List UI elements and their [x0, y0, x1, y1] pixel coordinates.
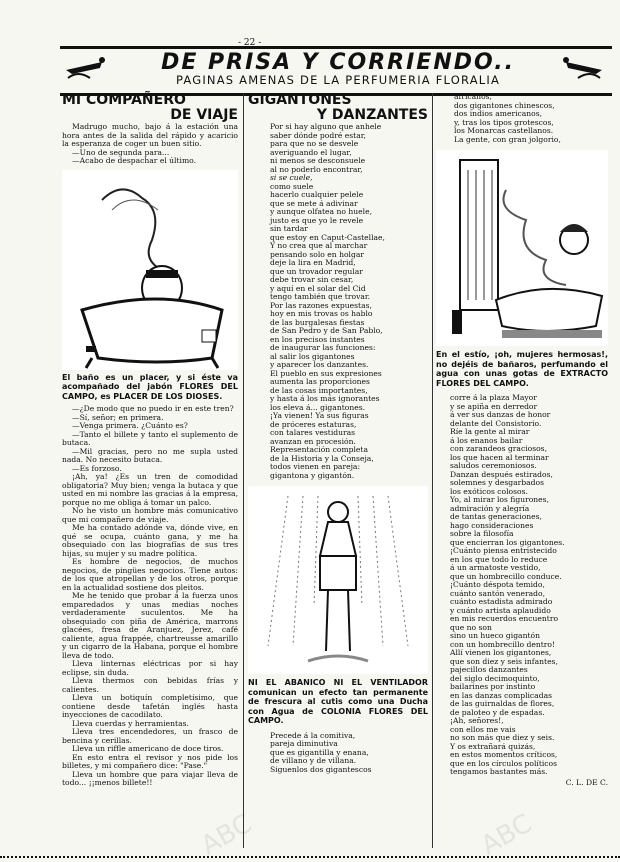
banner-ornament-right	[562, 48, 606, 88]
poem-line: sobre la filosofía	[450, 529, 514, 538]
article-gigantones	[248, 93, 428, 774]
poem-line: justo es que yo le revele	[270, 215, 364, 225]
poem-line: pareja diminutiva	[270, 739, 338, 748]
ad-caption: El baño es un placer, y si éste va acompañado del jabón FLORES DEL CAMPO, es PLACER DE LOS DIOSES.	[62, 372, 238, 401]
poem-line: Siguenlos dos gigantescos	[270, 764, 372, 774]
poem-line: aumenta las proporciones	[270, 377, 370, 386]
poem-line: que un hombrecillo conduce.	[450, 571, 562, 581]
paragraph: Lleva cuerdas y herramientas.	[72, 718, 189, 728]
poem-line: dos indios americanos,	[454, 109, 543, 118]
poem-line: y aparecer los danzantes.	[270, 360, 369, 369]
poem-line: hoy en mis trovas os hablo	[270, 309, 373, 318]
poem-line: Y no crea que al marchar	[270, 241, 368, 250]
article-title-line1: GIGANTONES	[248, 92, 352, 108]
poem-line: de próceres estaturas,	[270, 419, 357, 429]
poem-line: en los precisos instantes	[270, 334, 365, 344]
poem-line: averiguando el lugar,	[270, 147, 352, 157]
paragraph: Lleva un hombre que para viajar lleva de todo... ¡¡menos billete!!	[62, 769, 238, 787]
bath-illustration	[62, 170, 238, 370]
article-mi-companero	[62, 93, 238, 788]
poem-line: ¡Ya vienen! Ya sus figuras	[270, 411, 369, 420]
poem-line: saludos ceremoniosos.	[450, 461, 537, 470]
bathing-woman-illustration	[436, 150, 608, 346]
poem-line: con talares vestiduras	[270, 428, 356, 437]
poem-line: ¡Cuánto déspota temido,	[450, 580, 545, 589]
article-gigantones-continued	[436, 93, 608, 787]
shower-illustration	[248, 486, 428, 674]
poem-line: á un armatoste vestido,	[450, 563, 541, 572]
poem-line: que en los círculos políticos	[450, 758, 558, 768]
paragraph: Lleva linternas eléctricas por si hay eclipse, sin duda.	[62, 659, 238, 677]
poem-line: á los enanos bailar	[450, 435, 523, 445]
poem-line: debe trovar sin cesar,	[270, 275, 354, 284]
poem-line: Precede á la comitiva,	[270, 730, 356, 740]
poem-line: para que no se desvele	[270, 139, 359, 148]
page-number: - 22 -	[238, 38, 262, 48]
column-divider	[243, 93, 244, 848]
poem-line: Yo, al mirar los figurones,	[450, 495, 549, 504]
poem-line: como suele	[270, 181, 314, 191]
poem-line: en las danzas complicadas	[450, 690, 552, 700]
poem-line: pajecillos danzantes	[450, 665, 528, 674]
paragraph: Lleva un botiquín completísimo, que contiene desde tafetán inglés hasta inyecciones de cacodilato.	[62, 693, 238, 719]
poem-line: y hasta á los más ignorantes	[270, 394, 380, 403]
article-title-line2: Y DANZANTES	[316, 107, 428, 123]
poem-line: corre á la plaza Mayor	[450, 393, 537, 402]
paragraph: Madrugo mucho, bajo á la estación una hora antes de la salida del rápido y acaricio la esperanza de coger un buen sitio.	[62, 122, 238, 148]
poem-line: Representación completa	[270, 445, 369, 454]
paragraph: En esto entra el revisor y nos pide los billetes, y mi compañero dice: "Pase."	[62, 752, 238, 770]
paragraph: —Acabo de despachar el último.	[72, 156, 197, 165]
poem-line: que no son	[450, 622, 492, 632]
poem-line: los eleva á... gigantones.	[270, 402, 366, 412]
paragraph: —Es forzoso.	[72, 463, 122, 473]
poem-line: y se apiña en derredor	[450, 401, 538, 411]
paragraph: Me ha contado adónde va, dónde vive, en qué se ocupa, cuánto gana, y me ha obsequiado con las biografías de sus tres hijas, su mujer y su madre política.	[62, 523, 238, 558]
poem-line: pensando solo en holgar	[270, 249, 364, 259]
poem-line: y aunque olfatea no huele,	[270, 207, 372, 216]
poem-line: en mis recuerdos encuentro	[450, 614, 559, 623]
poem-line: que estoy en Caput-Castellae,	[270, 232, 385, 242]
poem-line: que encierran los gigantones.	[450, 537, 565, 547]
paragraph: —Tanto el billete y tanto el suplemento de butaca.	[62, 429, 238, 447]
paragraph: —Sí, señor; en primera.	[72, 412, 164, 422]
poem-line: los exóticos colosos.	[450, 486, 528, 496]
poem-line: tengamos bastantes más.	[450, 767, 548, 776]
poem-line: de paloteo y de espadas.	[450, 707, 545, 717]
poem-line: con zarandeos graciosos,	[450, 444, 547, 453]
poem-line: africanos,	[454, 92, 492, 101]
paragraph: —Uno de segunda para...	[72, 147, 170, 157]
poem-line: Danzan después estirados,	[450, 469, 553, 479]
ad-caption: En el estío, ¡oh, mujeres hermosas!, no dejéis de bañaros, perfumando el agua con unas gotas de EXTRACTO FLORES DEL CAMPO.	[436, 350, 608, 388]
poem-line: Allí vienen los gigantones,	[450, 648, 552, 657]
author-signature: C. L. DE C.	[565, 777, 608, 787]
poem-line: saber dónde podré estar,	[270, 130, 366, 140]
poem	[248, 123, 428, 480]
poem	[436, 394, 608, 777]
poem-top	[436, 93, 608, 144]
poem-line: de las guirnaldas de flores,	[450, 699, 555, 708]
bottom-border	[0, 856, 620, 862]
poem-line: con ellos me vais	[450, 724, 516, 734]
article-title-line1: MI COMPAÑERO	[62, 92, 186, 108]
poem-continued	[248, 732, 428, 775]
poem-line: de las burgalesas fiestas	[270, 317, 365, 327]
poem-line: deje la lira en Madrid,	[270, 258, 356, 267]
ad-caption: NI EL ABANICO NI EL VENTILADOR comunican un efecto tan permanente de frescura al cutis como una Ducha con Agua de COLONIA FLORES DEL CAMPO.	[248, 678, 428, 725]
poem-line: y, tras los tipos grotescos,	[454, 117, 554, 127]
poem-line: ni menos se desconsuele	[270, 156, 366, 165]
poem-line: solemnes y desgarbados	[450, 478, 544, 487]
poem-line: á ver sus danzas de honor	[450, 410, 551, 419]
paragraph: Lleva un riffle americano de doce tiros.	[72, 744, 224, 753]
watermark: ABC	[476, 808, 538, 862]
poem-line: los que hacen al terminar	[450, 452, 549, 462]
watermark: ABC	[196, 808, 258, 862]
poem-line: avanzan en procesión.	[270, 436, 356, 446]
poem-line: hago consideraciones	[450, 520, 534, 530]
poem-line: en los que todo lo reduce	[450, 554, 548, 564]
poem-line: tengo también que trovar.	[270, 292, 371, 301]
poem-line: todos vienen en pareja:	[270, 462, 361, 471]
poem-line: con un hombrecillo dentro!	[450, 639, 556, 649]
poem-line: si se cuele,	[270, 173, 313, 182]
section-banner	[60, 46, 612, 96]
poem-line: Ríe la gente al mirar	[450, 427, 530, 436]
poem-line: de la Historia y la Conseja,	[270, 453, 374, 463]
paragraph: Es hombre de negocios, de muchos negocios, de pingües negocios. Tiene autos: de los que atropellan y de los otros, porque en la actualidad sostiene dos pleitos.	[62, 557, 238, 592]
paragraph: —Mil gracias, pero no me supla usted nada. No necesito butaca.	[62, 446, 238, 464]
banner-subtitle: PAGINAS AMENAS DE LA PERFUMERIA FLORALIA	[175, 73, 501, 87]
poem-line: delante del Consistorio.	[450, 418, 542, 428]
poem-line: que un trovador regular	[270, 266, 363, 276]
poem-line: al salir los gigantones	[270, 351, 355, 361]
poem-line: del siglo decimoquinto,	[450, 673, 540, 683]
poem-line: admiración y alegría	[450, 503, 530, 513]
paragraph: ¡Ah, ya! ¿Es un tren de comodidad obligatoria? Muy bien; venga la butaca y que usted en mi nombre las gracias á la empresa, porque no me obliga á tomar un palco.	[62, 472, 238, 507]
poem-line: al no poderlo encontrar,	[270, 164, 363, 174]
poem-line: ¡Cuánto piensa entristecido	[450, 546, 557, 555]
column-divider	[432, 93, 433, 848]
paragraph: No he visto un hombre más comunicativo que mi compañero de viaje.	[62, 506, 238, 524]
paragraph: Me he tenido que probar á la fuerza unos emparedados y unas medias noches verdaderamente suculentos. Me ha obsequiado con piña de América, marrons glacées, fresa de Aranjuez, Jerez, café caliente, agua frappée, chartreusse amarillo y un cigarro de la Habana, porque el hombre lleva de todo.	[62, 591, 238, 660]
poem-line: dos gigantones chinescos,	[454, 100, 555, 110]
poem-line: de inaugurar las funciones:	[270, 343, 376, 352]
paragraph: —Venga primera. ¿Cuánto es?	[72, 421, 188, 430]
poem-line: que son diez y seis infantes,	[450, 656, 558, 666]
article-title-line2: DE VIAJE	[170, 107, 238, 123]
poem-line: cuánto estadista admirado	[450, 597, 553, 606]
poem-line: no son más que diez y seis.	[450, 733, 555, 742]
poem-line: La gente, con gran jolgorio,	[454, 134, 561, 144]
poem-line: que se mete á adivinar	[270, 198, 358, 208]
paragraph: —¿De modo que no puedo ir en este tren?	[72, 404, 234, 413]
poem-line: cuánto santón venerado,	[450, 588, 546, 598]
poem-line: de San Pedro y de San Pablo,	[270, 326, 383, 335]
paragraph: Lleva tres encendedores, un frasco de bencina y cerillas.	[62, 727, 238, 745]
poem-line: Y os extrañará quizás,	[450, 741, 536, 751]
poem-line: sino un hueco gigantón	[450, 631, 540, 640]
poem-line: hacerlo cualquier pelele	[270, 190, 364, 199]
banner-title: DE PRISA Y CORRIENDO..	[161, 50, 515, 75]
poem-line: los Monarcas castellanos.	[454, 126, 554, 135]
poem-line: ¡Ah, señores!,	[450, 716, 504, 725]
poem-line: El pueblo en sus expresiones	[270, 368, 382, 378]
poem-line: de villano y de villana.	[270, 756, 357, 765]
poem-line: que es gigantilla y enana,	[270, 747, 369, 757]
poem-line: gigantona y gigantón.	[270, 470, 355, 480]
poem-line: de las cosas importantes,	[270, 385, 368, 395]
poem-line: Por las razones expuestas,	[270, 300, 372, 310]
poem-line: sin tardar	[270, 224, 308, 233]
poem-line: y aquí en el solar del Cid	[270, 283, 366, 293]
poem-line: y cuánto artista aplaudido	[450, 605, 551, 615]
poem-line: en estos momentos críticos,	[450, 750, 558, 759]
poem-line: de tantas generaciones,	[450, 512, 542, 521]
poem-line: Por si hay alguno que anhele	[270, 122, 382, 131]
paragraph: Lleva thermos con bebidas frías y calientes.	[62, 676, 238, 694]
poem-line: bailarines por instinto	[450, 682, 536, 691]
